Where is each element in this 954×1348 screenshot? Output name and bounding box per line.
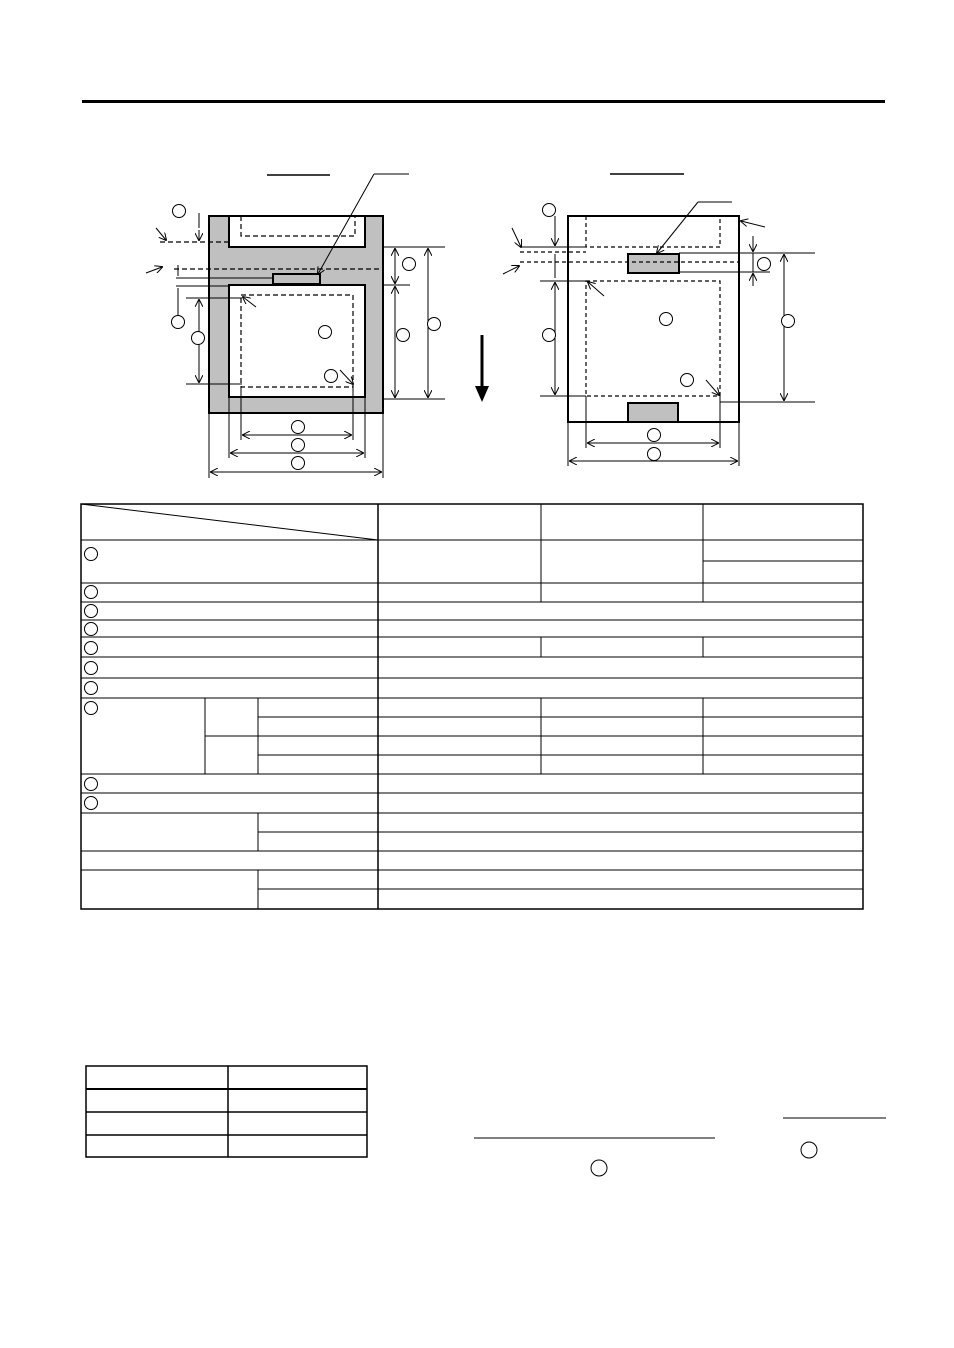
right-mark-bottom [628, 403, 678, 422]
spec-table [0, 498, 954, 918]
right-mark-top [628, 254, 679, 273]
left-diagram [146, 174, 445, 478]
formula-area [0, 1110, 954, 1190]
left-top-label [229, 216, 365, 247]
label-dimension-diagrams [0, 0, 954, 490]
right-diagram [503, 174, 815, 466]
left-mark [273, 274, 320, 284]
down-arrow-icon [475, 335, 489, 402]
